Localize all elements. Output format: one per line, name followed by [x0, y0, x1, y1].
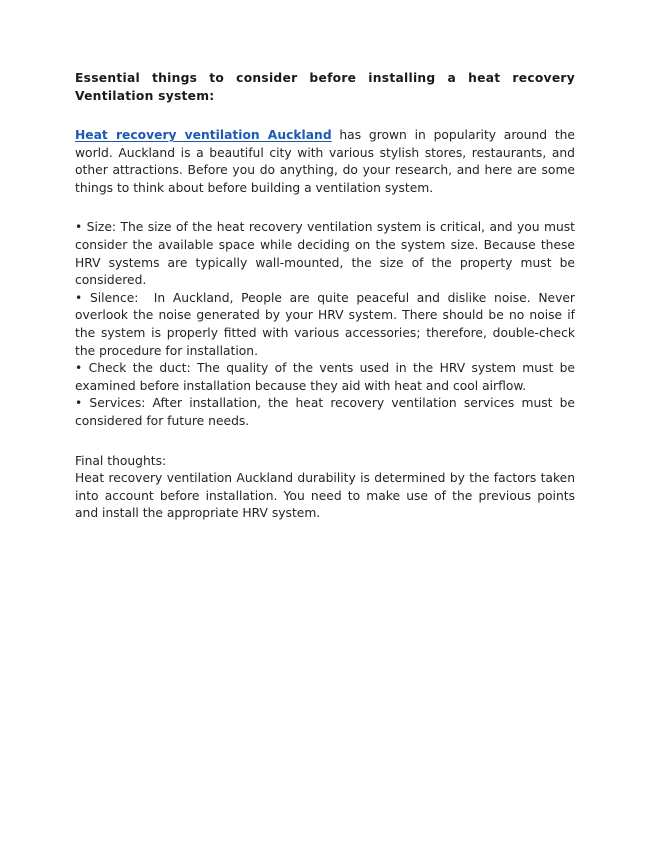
document-body: [75, 70, 579, 523]
heat-recovery-ventilation-auckland-link[interactable]: Heat recovery ventilation Auckland: [75, 128, 332, 142]
considerations-list: [75, 219, 579, 430]
intro-paragraph-text: has grown in popularity around the world. Auckland is a beautiful city with various stylish stores, restaurants, and other attractions. Before you do anything, do your research, and here are some things to think about before building a ventilation system.: [75, 128, 579, 195]
list-item: • Silence: In Auckland, People are quite peaceful and dislike noise. Never overlook the noise generated by your HRV system. There should be no noise if the system is properly fitted with various accessories; therefore, double-check the procedure for installation.: [75, 290, 579, 358]
final-thoughts-section: [75, 453, 579, 523]
page-title: Essential things to consider before installing a heat recovery Ventilation system:: [75, 71, 575, 103]
intro-paragraph: [75, 127, 579, 197]
list-item: • Size: The size of the heat recovery ventilation system is critical, and you must consider the available space while deciding on the system size. Because these HRV systems are typically wall-mounted, the size of the property must be considered.: [75, 220, 579, 288]
list-item: • Check the duct: The quality of the vents used in the HRV system must be examined before installation because they aid with heat and cool airflow.: [75, 361, 579, 393]
final-thoughts-paragraph: Heat recovery ventilation Auckland durability is determined by the factors taken into account before installation. You need to make use of the previous points and install the appropriate HRV system.: [75, 471, 579, 521]
list-item: • Services: After installation, the heat recovery ventilation services must be considered for future needs.: [75, 396, 579, 428]
final-thoughts-heading: Final thoughts:: [75, 453, 167, 468]
